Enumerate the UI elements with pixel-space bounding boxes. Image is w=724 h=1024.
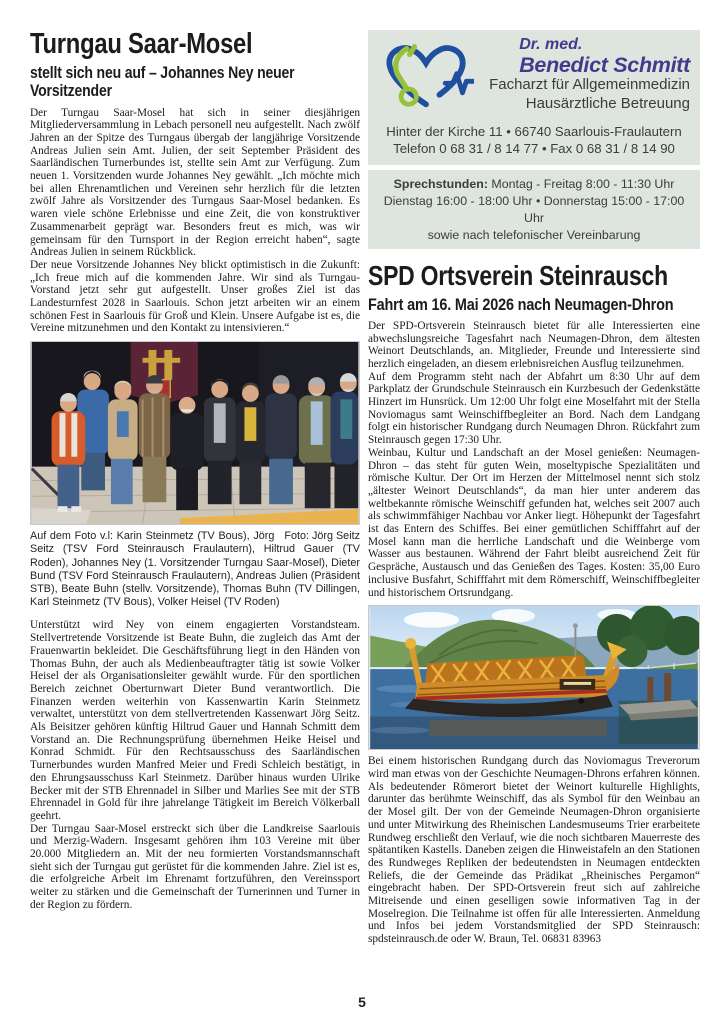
left-article-subtitle: stellt sich neu auf – Johannes Ney neuer Vorsitzender bbox=[30, 63, 295, 101]
photo-caption-text: Auf dem Foto v.l: Karin Steinmetz (TV Bous), Jörg Seitz (TSV Ford Steinrausch Fraulautern), Hiltrud Gauer (TV Roden), Johannes Ney (1. Vorsitzender Turngau Saar-Mosel), Dieter Bund (TSV Ford Steinrausch Fraulautern), Andreas Julien (Präsident STB), Beate Buhn (stellv. Vorsitzende), Thomas Buhn (TV Dillingen, Karl Steinmetz (TV Bous), Volker Heisel (TV Roden) bbox=[30, 530, 360, 609]
office-hours-line bbox=[376, 176, 692, 193]
right-article-subtitle: Fahrt am 16. Mai 2026 nach Neumagen-Dhron bbox=[368, 294, 674, 314]
paragraph: Der Turngau Saar-Mosel erstreckt sich über die Landkreise Saarlouis und Merzig-Wadern. Insgesamt gehören ihm 103 Vereine mit über 20.000 Mitgliedern an. Mit der neu formierten Vorstandsmannschaft sieht sich der Turngau gut gerüstet für die kommenden Jahre. Ziel ist es, die erfolgreiche Arbeit im Ehrenamt fortzuführen, den Vereinssport weiter zu stärken und die Gemeinschaft der Turnerinnen und Turner in der Region zu fördern. bbox=[30, 822, 360, 911]
photo-caption bbox=[30, 530, 360, 609]
right-article-body-top bbox=[368, 320, 700, 599]
roman-wine-ship-photo bbox=[368, 605, 700, 750]
doctor-name: Benedict Schmitt bbox=[519, 52, 690, 77]
right-article-title: SPD Ortsverein Steinrausch bbox=[368, 260, 668, 292]
paragraph: Unterstützt wird Ney von einem engagierten Vorstandsteam. Stellvertretende Vorsitzende ist Beate Buhn, die zugleich das Amt der Frauenwartin bekleidet. Die Geschäftsführung liegt in den Händen von Thomas Buhn, der auch als Medienbeauftragter tätig ist sowie Volker Heisel der als Organisationsleiter gewählt wurde. Für den sportlichen Bereich zeichnet Oberturnwart Dieter Bund verantwortlich. Die Finanzen werden weiterhin von Kassenwartin Karin Steinmetz verwaltet, unterstützt von dem stellvertretenden Kassenwart Jörg Seitz. Als Beisitzer gehören künftig Hiltrud Gauer und Hannah Schmitt dem Vorstand an. Die Rechnungsprüfung übernehmen Heike Heisel und Konrad Schmidt. Für den Rechtsausschuss des Saarländischen Turnerbundes wurden Manfred Meier und Fredi Schleich bestätigt, in den Ehrungsausschuss Karl Steinmetz. Darüber hinaus wurden Ulrike Becker mit der STB Ehrennadel in Silber und Marlies See mit der STB Ehrennadel in Gold für ihre jahrelange Tätigkeit im Bereich Völkerball geehrt. bbox=[30, 619, 360, 822]
paragraph: Auf dem Programm steht nach der Abfahrt um 8:30 Uhr auf dem Parkplatz der Grundschule Steinrausch ein Kurzbesuch der Gedenkstätte Hinzert im Hunsrück. Um 12:00 Uhr folgt eine Moselfahrt mit der Stella Noviomagus samt Weinschiffbegleiter an Bord. Nach dem Landgang folgt ein historischer Rundgang durch Neumagen Dhron. Rückfahrt zum Steinrausch gegen 17:30 Uhr. bbox=[368, 370, 700, 447]
paragraph: Der Turngau Saar-Mosel hat sich in seiner diesjährigen Mitgliederversammlung in Lebach personell neu aufgestellt. Nach zwölf Jahren an der Spitze des Turngaus übergab der langjährige Vorsitzende Andreas Julien sein Amt. Julien, der seit September Präsident des Saarländischen Turnerbundes ist, stellte sein Amt zur Verfügung. Zum neuen 1. Vorsitzenden wurde Johannes Ney gewählt. „Ich möchte mich bei allen Ehrenamtlichen und Vereinen sehr herzlich für die letzten zwölf Jahre als Vorsitzender des Turngaus Saar-Mosel bedanken. Es waren viele schöne Erlebnisse und eine Zeit, die von konstruktiver Zusammenarbeit geprägt war. Besonders freut es mich, was wir gemeinsam für den Turnsport in der Region erreicht haben“, sagte Andreas Julien in seinem Rückblick. bbox=[30, 106, 360, 259]
doctor-address: Hinter der Kirche 11 • 66740 Saarlouis-Fraulautern bbox=[386, 124, 682, 139]
doctor-name-inner bbox=[519, 37, 690, 76]
doctor-specialty-line: Facharzt für Allgemeinmedizin bbox=[489, 76, 690, 94]
office-hours-line: Dienstag 16:00 - 18:00 Uhr • Donnerstag 15:00 - 17:00 Uhr bbox=[383, 194, 685, 225]
doctor-phone: Telefon 0 68 31 / 8 14 77 • Fax 0 68 31 / 8 14 90 bbox=[393, 141, 675, 157]
office-hours-line: sowie nach telefonischer Vereinbarung bbox=[427, 227, 641, 242]
group-photo bbox=[30, 341, 360, 525]
person-figure bbox=[265, 375, 297, 504]
person-figure bbox=[139, 375, 171, 502]
doctor-title: Dr. med. bbox=[519, 36, 583, 53]
heart-stethoscope-ekg-icon bbox=[378, 41, 474, 118]
doctor-ad-logo-row bbox=[378, 37, 690, 118]
paragraph: Weinbau, Kultur und Landschaft an der Mosel genießen: Neumagen-Dhron – das steht für guten Wein, moseltypische Spezialitäten und römische Kultur. Der Ort im Herzen der Mittelmosel nennt sich stolz „ältester Weinort Deutschlands“, da man hier unter anderem das weltbekannte römische Weinschiff gefunden hat, welches seit 2007 auch als schwimmfähiger Nachbau vor Anker liegt. Höhepunkt der Tagesfahrt ist das Entern des Schiffes. Bei einer gemütlichen Schifffahrt auf der Mosel kann man die herrliche Landschaft und die Weinberge vom Wasser aus bestaunen. Während der Fahrt bleibt ausreichend Zeit für Gespräche, Austausch und das Genießen des Tages. Kosten: 35,00 Euro inclusive Busfahrt, Schifffahrt mit dem Römerschiff, Weinschiffbegleiter und historischem Ortsrundgang. bbox=[368, 446, 700, 599]
doctor-name-block bbox=[489, 37, 690, 113]
right-article-body-bottom bbox=[368, 755, 700, 946]
photo-credit: Foto: Jörg Seitz bbox=[284, 530, 360, 543]
paragraph: Der SPD-Ortsverein Steinrausch bietet für alle Interessierten eine abwechslungsreiche Tagesfahrt nach Neumagen-Dhron, dem ältesten Weinort Deutschlands, an. Mitglieder, Freunde und Interessierte sind herzlich eingeladen, an diesem erlebnisreichen Ausflug teilzunehmen. bbox=[368, 319, 700, 370]
left-column bbox=[30, 30, 360, 1024]
page-number: 5 bbox=[358, 994, 366, 1010]
group-photo-illustration bbox=[31, 342, 359, 524]
left-article-body-bottom bbox=[30, 619, 360, 911]
doctor-ad bbox=[368, 30, 700, 165]
roman-wine-ship-illustration bbox=[369, 606, 699, 749]
left-article-body-top bbox=[30, 107, 360, 336]
office-hours-label: Sprechstunden: bbox=[393, 177, 488, 192]
paragraph: Der neue Vorsitzende Johannes Ney blickt optimistisch in die Zukunft: „Ich freue mich auf die kommenden Jahre. Wir sind als Turngau-Vorstand jetzt sehr gut aufgestellt. Unser großes Ziel ist das Landesturnfest 2028 in Saarlouis. Schon jetzt arbeiten wir an einem schönen Fest in Saarlouis für Groß und Klein. Unsere Aufgabe ist es, die Vereine mitzunehmen und den Kontakt zu intensivieren.“ bbox=[30, 258, 360, 335]
office-hours-text: Montag - Freitag 8:00 - 11:30 Uhr bbox=[491, 177, 675, 192]
left-article-title: Turngau Saar-Mosel bbox=[30, 28, 253, 60]
paragraph: Bei einem historischen Rundgang durch das Noviomagus Treverorum wird man etwas von der Geschichte Neumagen-Dhrons erfahren können. Als bedeutender Römerort bietet der Weinort kulturelle Highlights, darunter das berühmte Weinschiff, das als Symbol für den Weinbau an der Mosel gilt. Der von der Gemeinde Neumagen-Dhron organisierte und unter Mitwirkung des Rheinischen Landesmuseums Trier erarbeitete Rundweg erschließt den Verlauf, wie die noch sichtbaren Mauerreste des spätantiken Kastells. Daneben zeigen die Hinweistafeln an den Stationen des Rundweges Repliken der bedeutendsten in Neumagen entdeckten Reliefs, die der Gemeinde das Prädikat „Rheinisches Pergamon“ eingebracht haben. Der SPD-Ortsverein freut sich auf zahlreiche Mitreisende und einen geselligen sowie informativen Tag in der Moselregion. Die Teilnahme ist offen für alle Interessierten. Anmeldung und Infos bei jedem Vorstandsmitglied der SPD Steinrausch: spdsteinrausch.de oder W. Braun, Tel. 06831 83963 bbox=[368, 755, 700, 946]
right-column bbox=[368, 30, 700, 1024]
office-hours-box bbox=[368, 170, 700, 249]
doctor-specialty-line: Hausärztliche Betreuung bbox=[525, 94, 690, 112]
person-figure bbox=[331, 373, 359, 508]
